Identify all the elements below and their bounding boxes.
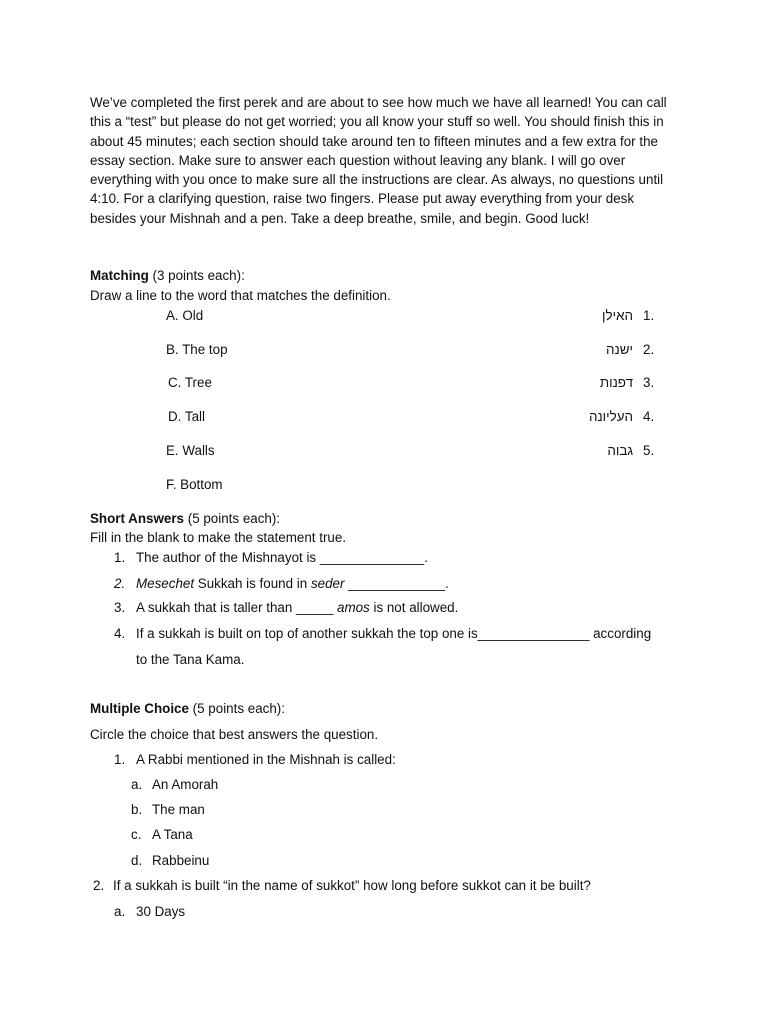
option-text: An Amorah — [152, 777, 219, 792]
question-text: If a sukkah is built “in the name of sukkot” how long before sukkot can it be built? — [113, 878, 591, 893]
short-answer-text: If a sukkah is built on top of another sukkah the top one is_______________ according — [136, 626, 652, 641]
intro-paragraph: We’ve completed the first perek and are about to see how much we have all learned! You can call this a “test” but please do not get worried; you all know your stuff so well. You should finish this in about 45 minutes; each section should take around ten to fifteen minutes and a few extra for the essay section. Make sure to answer each question without leaving any blank. I will go over everything with you once to make sure all the instructions are clear. As always, no questions until 4:10. For a clarifying question, raise two fingers. Please put away everything from your desk besides your Mishnah and a pen. Take a deep breathe, smile, and begin. Good luck! — [90, 95, 667, 226]
matching-right-word: גבוה — [607, 443, 633, 458]
multiple-choice-heading — [90, 701, 285, 716]
short-answer-text-continued: to the Tana Kama. — [136, 652, 245, 667]
option-text: The man — [152, 802, 205, 817]
matching-title: Matching — [90, 268, 149, 283]
short-answers-heading — [90, 511, 280, 526]
matching-right-word: דפנות — [599, 375, 633, 390]
matching-right-number: 5. — [643, 443, 655, 458]
option-letter: d. — [131, 853, 143, 868]
matching-instruction: Draw a line to the word that matches the definition. — [90, 288, 391, 303]
matching-right-word: האילן — [602, 308, 633, 323]
matching-left-item: C. Tree — [168, 375, 212, 390]
matching-left-item: A. Old — [166, 308, 204, 323]
matching-right-word: ישנה — [606, 342, 633, 357]
short-answers-instruction: Fill in the blank to make the statement true. — [90, 530, 347, 545]
option-text: Rabbeinu — [152, 853, 210, 868]
short-answer-italic: amos — [337, 600, 370, 615]
matching-heading — [90, 268, 245, 283]
short-answers-points: (5 points each): — [184, 511, 281, 526]
option-letter: b. — [131, 802, 143, 817]
short-answer-text: Mesechet Sukkah is found in seder _____________. — [136, 576, 449, 591]
matching-points: (3 points each): — [148, 268, 245, 283]
multiple-choice-instruction: Circle the choice that best answers the question. — [90, 727, 379, 742]
short-answer-italic: Mesechet — [136, 576, 195, 591]
matching-right-number: 4. — [643, 409, 655, 424]
short-answer-text: A sukkah that is taller than _____ amos is not allowed. — [136, 600, 459, 615]
short-answer-italic: seder — [310, 576, 345, 591]
option-letter: c. — [131, 827, 142, 842]
short-answer-number: 4. — [114, 626, 126, 641]
short-answer-text: The author of the Mishnayot is ______________. — [136, 550, 428, 565]
matching-right-number: 1. — [643, 308, 655, 323]
option-text: A Tana — [152, 827, 193, 842]
option-text: 30 Days — [136, 904, 186, 919]
matching-left-item: D. Tall — [168, 409, 205, 424]
matching-left-item: F. Bottom — [166, 477, 223, 492]
question-number: 1. — [114, 752, 126, 767]
matching-right-word: העליונה — [588, 409, 633, 424]
question-text: A Rabbi mentioned in the Mishnah is called: — [136, 752, 396, 767]
short-answers-title: Short Answers — [90, 511, 185, 526]
question-number: 2. — [93, 878, 105, 893]
matching-left-item: E. Walls — [166, 443, 215, 458]
short-answer-number: 2. — [114, 576, 126, 591]
matching-right-number: 3. — [643, 375, 655, 390]
multiple-choice-points: (5 points each): — [188, 701, 285, 716]
option-letter: a. — [131, 777, 143, 792]
option-letter: a. — [114, 904, 126, 919]
short-answer-number: 3. — [114, 600, 126, 615]
matching-left-item: B. The top — [166, 342, 228, 357]
short-answer-number: 1. — [114, 550, 126, 565]
multiple-choice-title: Multiple Choice — [90, 701, 189, 716]
matching-right-number: 2. — [643, 342, 655, 357]
